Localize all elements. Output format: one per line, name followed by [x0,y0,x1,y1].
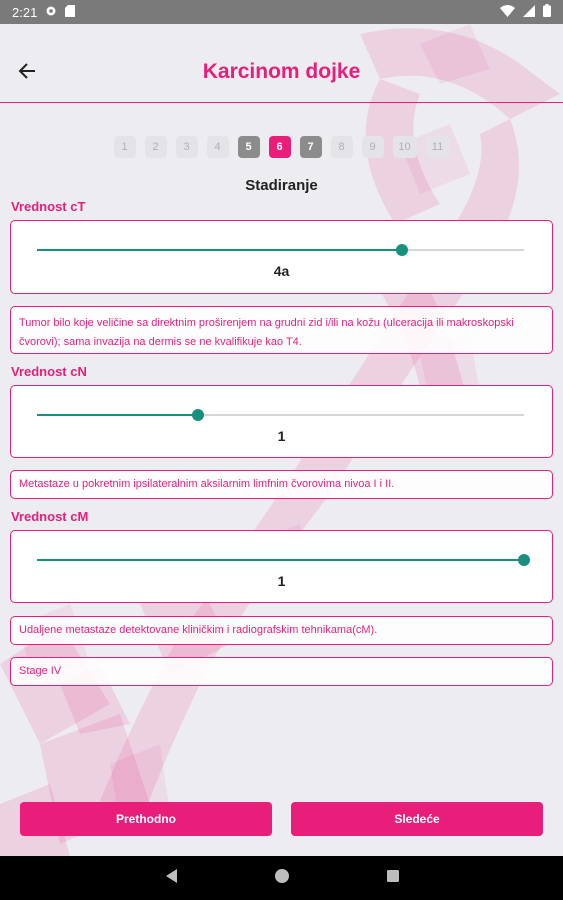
ct-slider-card [10,220,553,294]
section-title: Stadiranje [245,177,318,194]
app-header [0,24,563,104]
cn-slider-thumb[interactable] [192,409,204,421]
ct-slider[interactable] [37,249,524,251]
step-7[interactable]: 7 [300,136,322,158]
cm-label: Vrednost cM [11,509,89,524]
cm-slider-fill [37,559,524,561]
step-1[interactable]: 1 [114,136,136,158]
system-navigation-bar [0,856,563,900]
step-5[interactable]: 5 [238,136,260,158]
cn-slider-card [10,385,553,458]
cm-value: 1 [277,573,286,589]
cn-slider-fill [37,414,198,416]
step-10[interactable]: 10 [393,136,417,158]
step-11[interactable]: 11 [426,136,450,158]
step-9[interactable]: 9 [362,136,384,158]
cm-description: Udaljene metastaze detektovane kliničkim i radiografskim tehnikama(cM). [10,616,553,645]
cm-slider-thumb[interactable] [518,554,530,566]
cm-slider-card [10,530,553,603]
signal-icon [523,5,535,20]
settings-icon [45,5,57,20]
status-time: 2:21 [12,4,38,20]
step-3[interactable]: 3 [176,136,198,158]
stage-result: Stage IV [10,657,553,686]
recents-square-icon[interactable] [386,869,400,888]
cn-description: Metastaze u pokretnim ipsilateralnim aksilarnim limfnim čvorovima nivoa I i II. [10,470,553,499]
cn-slider[interactable] [37,414,524,416]
step-2[interactable]: 2 [145,136,167,158]
ct-label: Vrednost cT [11,199,86,214]
previous-button[interactable]: Prethodno [20,802,272,836]
back-triangle-icon[interactable] [164,868,178,889]
status-bar [0,0,563,24]
cn-label: Vrednost cN [11,364,87,379]
ct-slider-thumb[interactable] [396,244,408,256]
ct-value: 4a [273,263,290,279]
cn-value: 1 [277,428,286,444]
home-circle-icon[interactable] [274,868,290,889]
ct-slider-fill [37,249,402,251]
cm-slider[interactable] [37,559,524,561]
app-screen [0,24,563,856]
step-indicator [0,136,563,158]
page-title: Karcinom dojke [202,60,361,83]
next-button[interactable]: Sledeće [291,802,543,836]
step-6[interactable]: 6 [269,136,291,158]
step-4[interactable]: 4 [207,136,229,158]
ct-description: Tumor bilo koje veličine sa direktnim proširenjem na grudni zid i/ili na kožu (ulceracija ili makroskopski čvorovi); sama invazija na dermis se ne kvalifikuje kao T4. [10,306,553,354]
header-divider [0,102,563,103]
sd-card-icon [65,5,75,20]
step-8[interactable]: 8 [331,136,353,158]
battery-icon [543,4,551,20]
wifi-icon [500,5,515,20]
